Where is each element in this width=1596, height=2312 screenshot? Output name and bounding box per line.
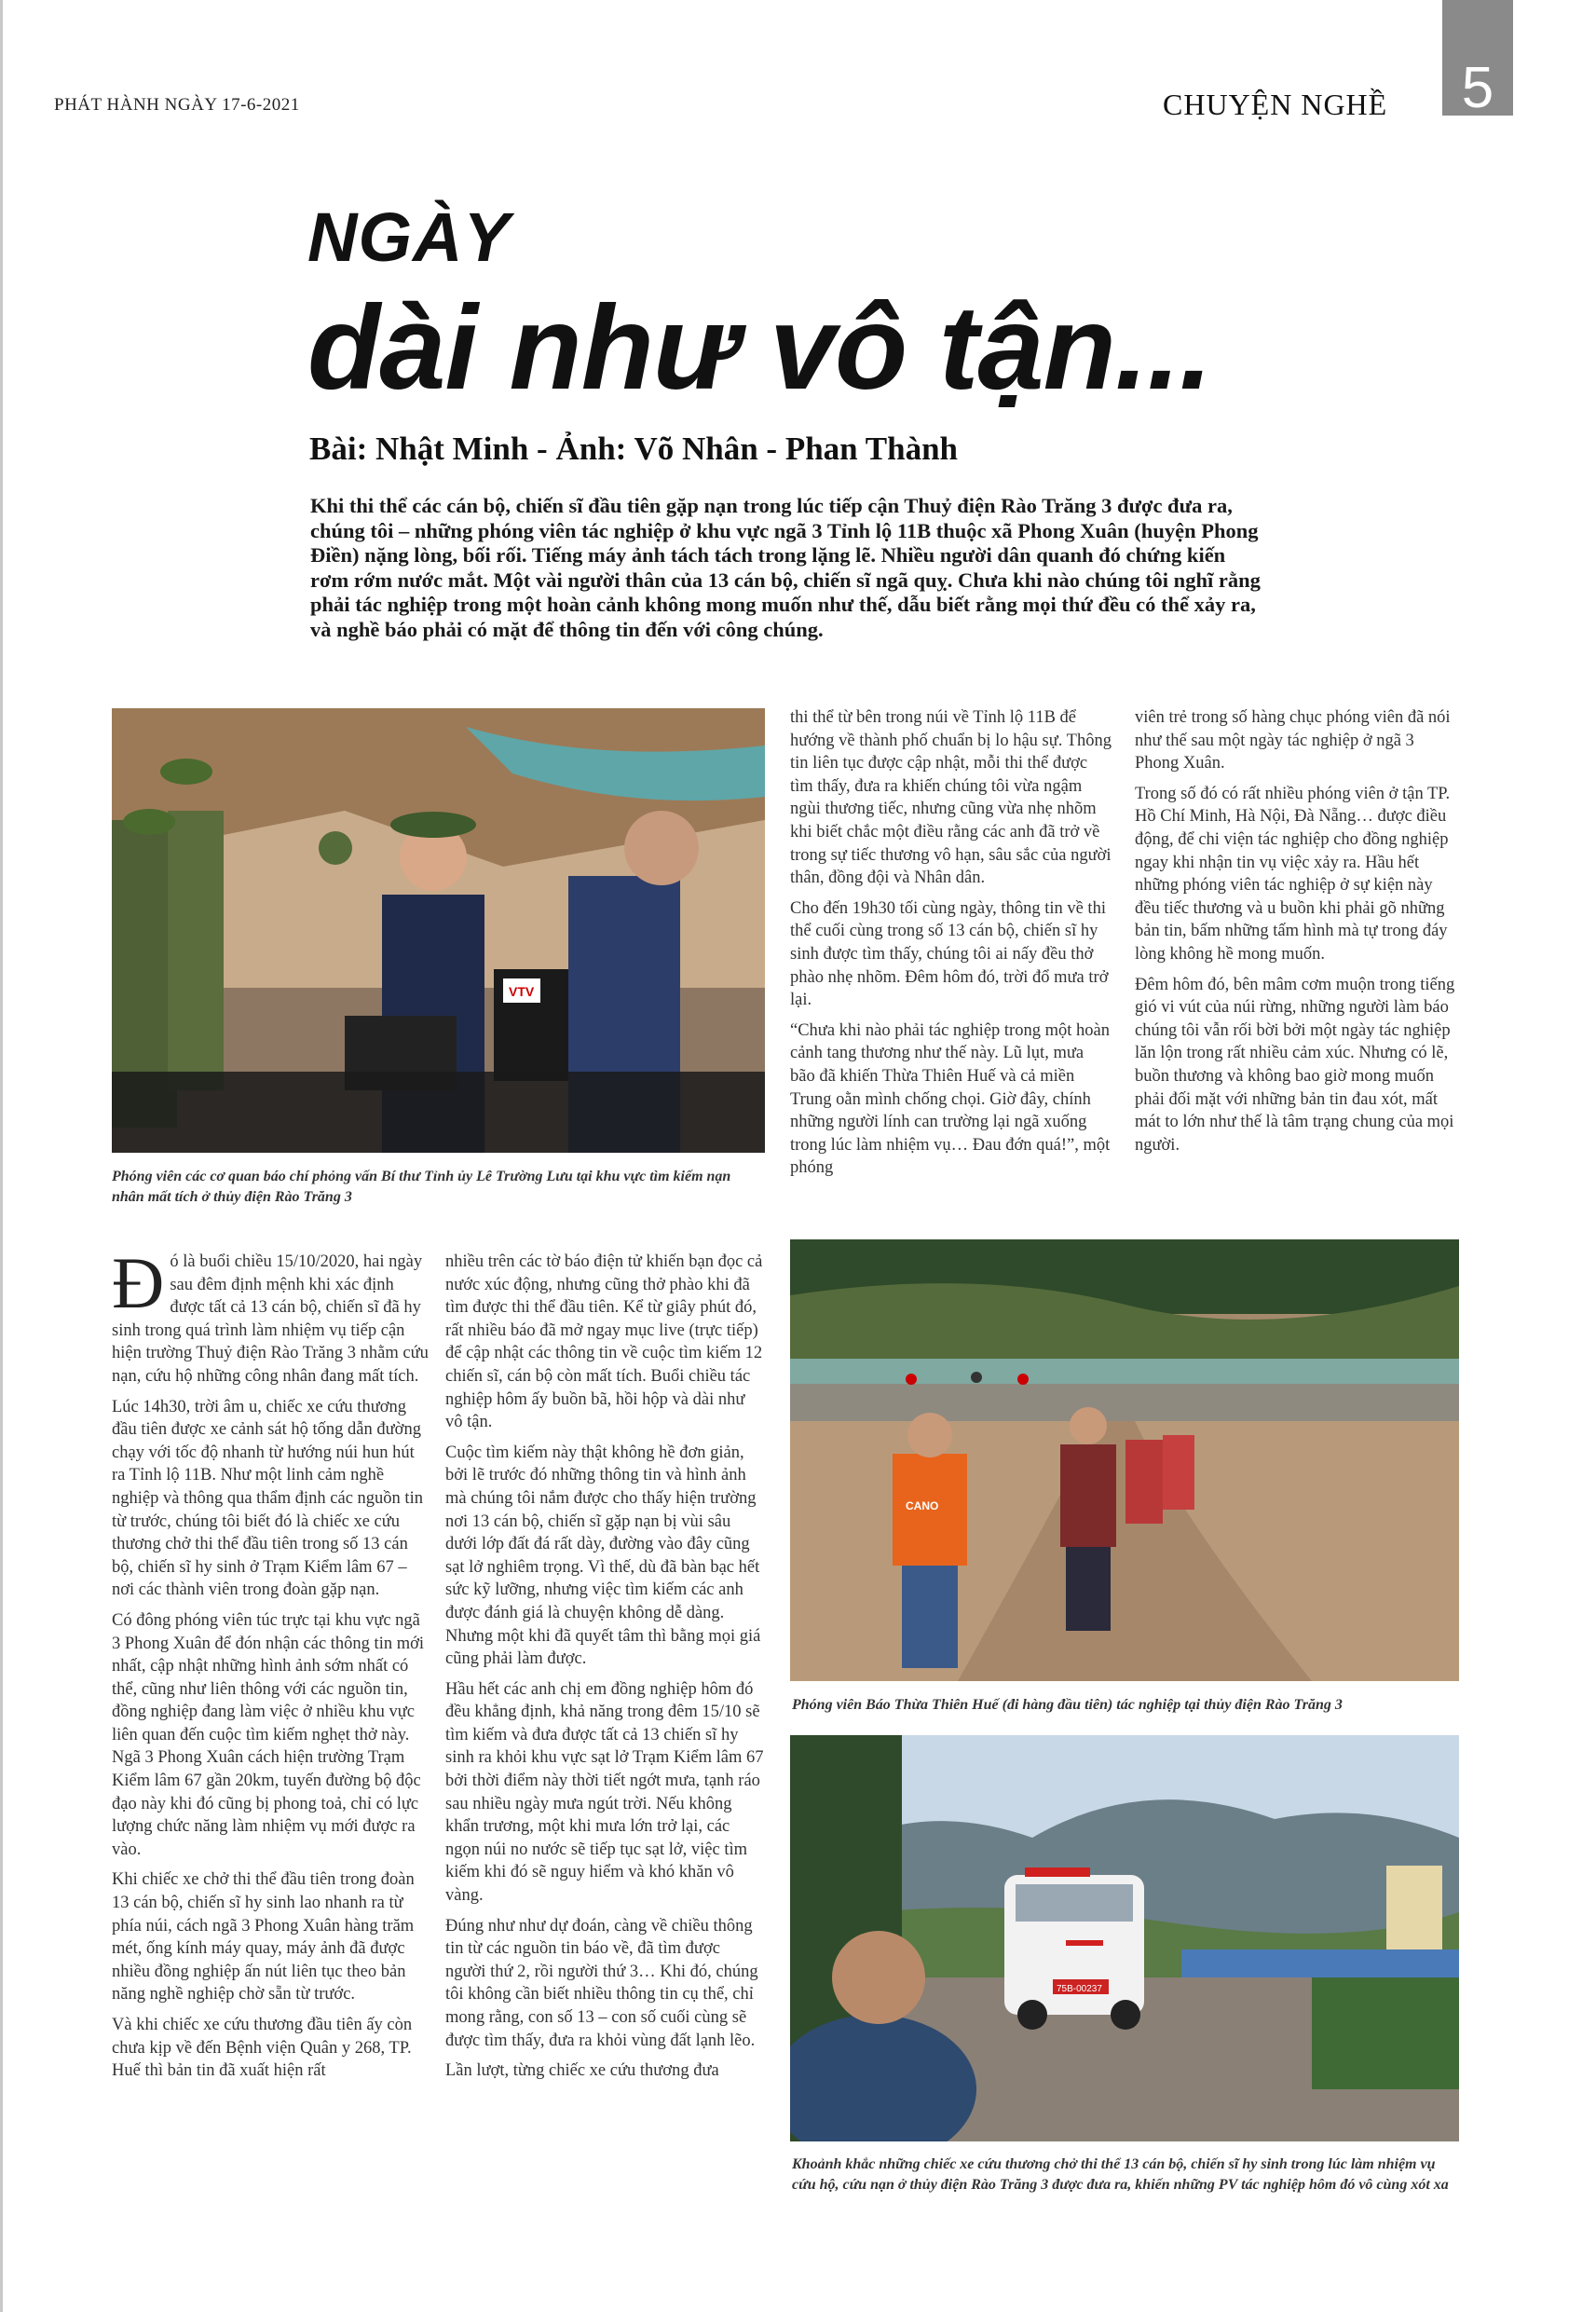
photo2-caption: Phóng viên Báo Thừa Thiên Huế (đi hàng đầu tiên) tác nghiệp tại thủy điện Rào Trăng 3 [792,1697,1343,1713]
vest-label: CANO [906,1499,939,1512]
paragraph: Hầu hết các anh chị em đồng nghiệp hôm đó đều khẳng định, khả năng trong đêm 15/10 sẽ tìm kiếm và đưa được tất cả 13 chiến sĩ hy sinh ra khỏi khu vực sạt lở Trạm Kiểm lâm 67 bởi thời điểm này thời tiết ngớt mưa, tạnh ráo sau nhiều ngày mưa ngút trời. Nếu không khẩn trương, một khi mưa lớn trở lại, các ngọn núi no nước sẽ tiếp tục sạt lở, việc tìm kiếm khi đó sẽ nguy hiểm và khó khăn vô vàng. [445,1679,764,1906]
issue-date: PHÁT HÀNH NGÀY 17-6-2021 [54,95,300,115]
paragraph: Khi chiếc xe chở thi thể đầu tiên trong đoàn 13 cán bộ, chiến sĩ hy sinh lao nhanh ra từ phía núi, cách ngã 3 Phong Xuân hàng trăm mét, ống kính máy quay, máy ảnh đã được nhiều đồng nghiệp ấn nút liên tục theo bản năng nghề nghiệp chờ sẵn từ trước. [112,1870,415,2004]
paragraph: Và khi chiếc xe cứu thương đầu tiên ấy còn chưa kịp về đến Bệnh viện Quân y 268, TP. Huế thì bản tin đã xuất hiện rất [112,2016,413,2081]
article-title-line1: NGÀY [307,198,511,276]
column-3-top [790,706,1112,1187]
paragraph: viên trẻ trong số hàng chục phóng viên đã nói như thế sau một ngày tác nghiệp ở ngã 3 Phong Xuân. [1135,708,1451,773]
paragraph: “Chưa khi nào phải tác nghiệp trong một hoàn cảnh tang thương như thế này. Lũ lụt, mưa bão đã khiến Thừa Thiên Huế và cả miền Trung oằn mình chống chọi. Giờ đây, chính những người lính can trường lại ngã xuống trong lúc làm nhiệm vụ… Đau đớn quá!”, một phóng [790,1020,1111,1178]
drop-cap: Đ [112,1242,165,1323]
paragraph: Lần lượt, từng chiếc xe cứu thương đưa [445,2061,719,2081]
license-plate: 75B-00237 [1057,1984,1102,1994]
article-title-line2: dài như vô tận... [307,281,1212,415]
paragraph: thi thể từ bên trong núi về Tỉnh lộ 11B để hướng về thành phố chuẩn bị lo hậu sự. Thông tin liên tục được cập nhật, mỗi thi thể được tìm thấy, đưa ra khiến chúng tôi vừa ngậm ngùi thương tiếc, nhưng cũng vừa nhẹ nhõm khi biết chắc một điều rằng các anh đã trở về trong sự tiếc thương vô hạn, sâu sắc của người thân, đồng đội và Nhân dân. [790,708,1112,888]
paragraph: Đêm hôm đó, bên mâm cơm muộn trong tiếng gió vi vút của núi rừng, những người làm báo chúng tôi vẫn rối bời bởi một ngày tác nghiệp lăn lộn trong rất nhiều cảm xúc. Nhưng có lẽ, buồn thương và không bao giờ mong muốn phải đối mặt với những bản tin đau xót, mất mát to lớn như thế là tâm trạng chung của mọi người. [1135,975,1455,1155]
section-title: CHUYỆN NGHỀ [1163,88,1388,121]
paragraph: Cho đến 19h30 tối cùng ngày, thông tin về thi thể cuối cùng trong số 13 cán bộ, chiến sĩ hy sinh được tìm thấy, chúng tôi ai nấy đều thở phào nhẹ nhõm. Đêm hôm đó, trời đổ mưa trở lại. [790,898,1109,1010]
paragraph: Cuộc tìm kiếm này thật không hề đơn giản, bởi lẽ trước đó những thông tin và hình ảnh mà chúng tôi nắm được cho thấy hiện trường nơi 13 cán bộ, chiến sĩ gặp nạn bị vùi sâu dưới lớp đất đá rất dày, đường vào đây cũng sạt lở nghiêm trọng. Vì thế, dù đã bàn bạc hết sức kỹ lưỡng, nhưng việc tìm kiếm các anh được đánh giá là chuyện không dễ dàng. Nhưng một khi đã quyết tâm thì bằng mọi giá cũng phải làm được. [445,1443,761,1669]
article-byline: Bài: Nhật Minh - Ảnh: Võ Nhân - Phan Thành [309,431,959,467]
column-1 [112,1242,430,2090]
photo1-caption: Phóng viên các cơ quan báo chí phỏng vấn Bí thư Tỉnh ủy Lê Trường Lưu tại khu vực tìm kiếm nạn nhân mất tích ở thủy điện Rào Trăng 3 [112,1169,731,1205]
page-left-rule [0,0,3,2312]
paragraph: nhiều trên các tờ báo điện tử khiến bạn đọc cả nước xúc động, nhưng cũng thở phào khi đã tìm được thi thể đầu tiên. Kể từ giây phút đó, rất nhiều báo đã mở ngay mục live (trực tiếp) để cập nhật các thông tin về cuộc tìm kiếm 12 chiến sĩ, cán bộ còn mất tích. Buổi chiều tác nghiệp hôm ấy buồn bã, hồi hộp và dài như vô tận. [445,1252,763,1432]
column-4-top [1135,706,1457,1164]
photo-interview [112,708,765,1153]
paragraph-text: ó là buổi chiều 15/10/2020, hai ngày sau đêm định mệnh khi xác định được tất cả 13 cán bộ, chiến sĩ đã hy sinh trong quá trình làm nhiệm vụ tiếp cận hiện trường Thuỷ điện Rào Trăng 3 nhằm cứu nạn, cứu hộ những công nhân đang mất tích. [112,1252,429,1386]
photo-reporters-walking [790,1239,1459,1681]
paragraph [112,1242,430,1389]
photo-ambulance [790,1735,1459,2141]
vtv-logo: VTV [509,984,535,999]
article-lead: Khi thi thể các cán bộ, chiến sĩ đầu tiên gặp nạn trong lúc tiếp cận Thuỷ điện Rào Trăng 3 được đưa ra, chúng tôi – những phóng viên tác nghiệp ở khu vực ngã 3 Tỉnh lộ 11B thuộc xã Phong Xuân (huyện Phong Điền) nặng lòng, bối rối. Tiếng máy ảnh tách tách trong lặng lẽ. Nhiều người dân quanh đó chứng kiến rơm rớm nước mắt. Một vài người thân của 13 cán bộ, chiến sĩ ngã quỵ. Chưa khi nào chúng tôi nghĩ rằng phải tác nghiệp trong một hoàn cảnh không mong muốn như thế, dẫu biết rằng mọi thứ đều có thể xảy ra, và nghề báo phải có mặt để thông tin đến với công chúng. [310,494,1261,641]
page-number: 5 [1442,0,1513,116]
paragraph: Lúc 14h30, trời âm u, chiếc xe cứu thương đầu tiên được xe cảnh sát hộ tống dẫn đường chạy với tốc độ nhanh từ hướng núi hun hút ra Tỉnh lộ 11B. Như một linh cảm nghề nghiệp và thông qua thẩm định các nguồn tin từ trước, chúng tôi biết đó là chiếc xe cứu thương chở thi thể đầu tiên trong số 13 cán bộ, chiến sĩ hy sinh ở Trạm Kiểm lâm 67 – nơi các thành viên trong đoàn gặp nạn. [112,1397,423,1600]
paragraph: Có đông phóng viên túc trực tại khu vực ngã 3 Phong Xuân để đón nhận các thông tin mới nhất, cập nhật những hình ảnh sớm nhất có thể, cũng như liên thông với các nguồn tin, đồng nghiệp đang làm việc ở nhiều khu vực liên quan đến cuộc tìm kiếm nghẹt thở này. Ngã 3 Phong Xuân cách hiện trường Trạm Kiểm lâm 67 gần 20km, tuyến đường bộ độc đạo này khi đó cũng bị phong toả, chỉ có lực lượng chức năng làm nhiệm vụ mới được ra vào. [112,1610,425,1859]
column-2 [445,1251,764,2090]
paragraph: Trong số đó có rất nhiều phóng viên ở tận TP. Hồ Chí Minh, Hà Nội, Đà Nẵng… được điều động, để chi viện tác nghiệp cho đồng nghiệp ngay khi nhận tin vụ việc xảy ra. Hầu hết những phóng viên tác nghiệp ở sự kiện này đều tiếc thương và u buồn khi phải gõ những bản tin, bấm những tấm hình mà tự trong đáy lòng không hề mong muốn. [1135,784,1451,964]
paragraph: Đúng như như dự đoán, càng về chiều thông tin từ các nguồn tin báo về, đã tìm được người thứ 2, rồi người thứ 3… Khi đó, chúng tôi không cần biết nhiều thông tin cụ thể, chỉ mong rằng, con số 13 – con số cuối cùng sẽ được tìm thấy, đưa ra khỏi vùng đất lạnh lẽo. [445,1916,758,2050]
photo3-caption: Khoảnh khắc những chiếc xe cứu thương chở thi thể 13 cán bộ, chiến sĩ hy sinh trong lúc làm nhiệm vụ cứu hộ, cứu nạn ở thủy điện Rào Trăng 3 được đưa ra, khiến những PV tác nghiệp hôm đó vô cùng xót xa [792,2156,1449,2193]
